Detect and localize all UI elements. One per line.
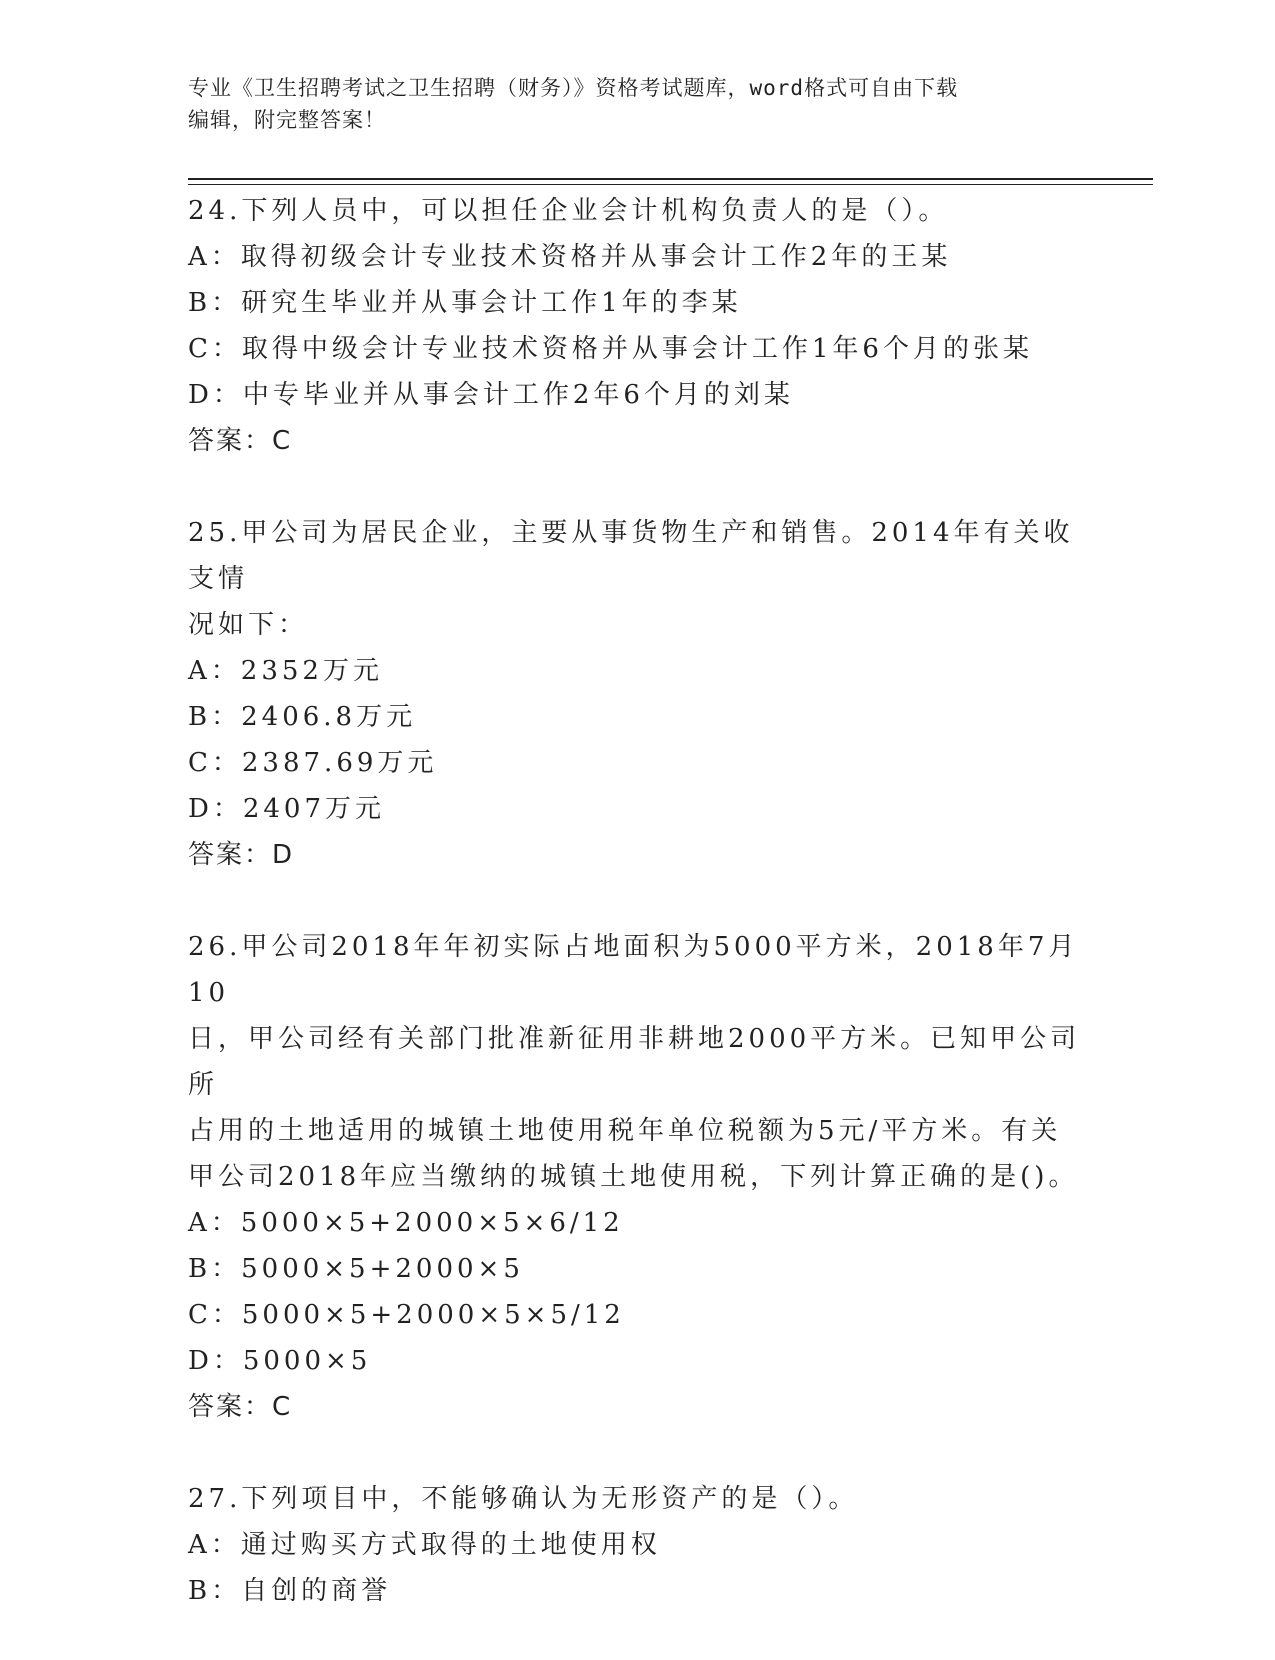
question-stem-line: 况如下：	[188, 610, 309, 640]
question-stem-line: 甲公司2018年应当缴纳的城镇土地使用税，下列计算正确的是()。	[188, 1162, 1079, 1192]
option-a: A：取得初级会计专业技术资格并从事会计工作2年的王某	[188, 242, 952, 272]
question-27	[188, 1476, 1088, 1614]
option-a: A：通过购买方式取得的土地使用权	[188, 1530, 661, 1560]
question-stem: 24.下列人员中，可以担任企业会计机构负责人的是（）。	[188, 196, 949, 226]
answer: 答案：D	[188, 840, 295, 870]
option-d: D：5000×5	[188, 1346, 372, 1376]
question-25	[188, 510, 1088, 878]
option-b: B：研究生毕业并从事会计工作1年的李某	[188, 288, 742, 318]
option-b: B：5000×5+2000×5	[188, 1254, 524, 1284]
question-stem-line: 26.甲公司2018年年初实际占地面积为5000平方米，2018年7月10	[188, 932, 1079, 1008]
option-c: C：5000×5+2000×5×5/12	[188, 1300, 625, 1330]
question-list	[188, 188, 1088, 1660]
document-header	[188, 72, 1068, 136]
option-c: C：取得中级会计专业技术资格并从事会计工作1年6个月的张某	[188, 334, 1033, 364]
option-a: A：2352万元	[188, 656, 383, 686]
answer: 答案：C	[188, 426, 293, 456]
header-line-2: 编辑，附完整答案！	[188, 108, 386, 132]
header-divider-thin	[188, 184, 1153, 185]
option-d: D：中专毕业并从事会计工作2年6个月的刘某	[188, 380, 794, 410]
option-d: D：2407万元	[188, 794, 386, 824]
question-stem: 27.下列项目中，不能够确认为无形资产的是（）。	[188, 1484, 859, 1514]
question-stem-line: 占用的土地适用的城镇土地使用税年单位税额为5元/平方米。有关	[188, 1116, 1062, 1146]
question-stem-line: 25.甲公司为居民企业，主要从事货物生产和销售。2014年有关收支情	[188, 518, 1074, 594]
header-divider-thick	[188, 178, 1153, 180]
answer: 答案：C	[188, 1392, 293, 1422]
option-c: C：2387.69万元	[188, 748, 438, 778]
header-line-1: 专业《卫生招聘考试之卫生招聘（财务）》资格考试题库，word格式可自由下载	[188, 76, 959, 100]
option-a: A：5000×5+2000×5×6/12	[188, 1208, 624, 1238]
question-26	[188, 924, 1088, 1430]
option-b: B：2406.8万元	[188, 702, 417, 732]
question-stem-line: 日，甲公司经有关部门批准新征用非耕地2000平方米。已知甲公司所	[188, 1024, 1081, 1100]
question-24	[188, 188, 1088, 464]
option-b: B：自创的商誉	[188, 1576, 392, 1606]
